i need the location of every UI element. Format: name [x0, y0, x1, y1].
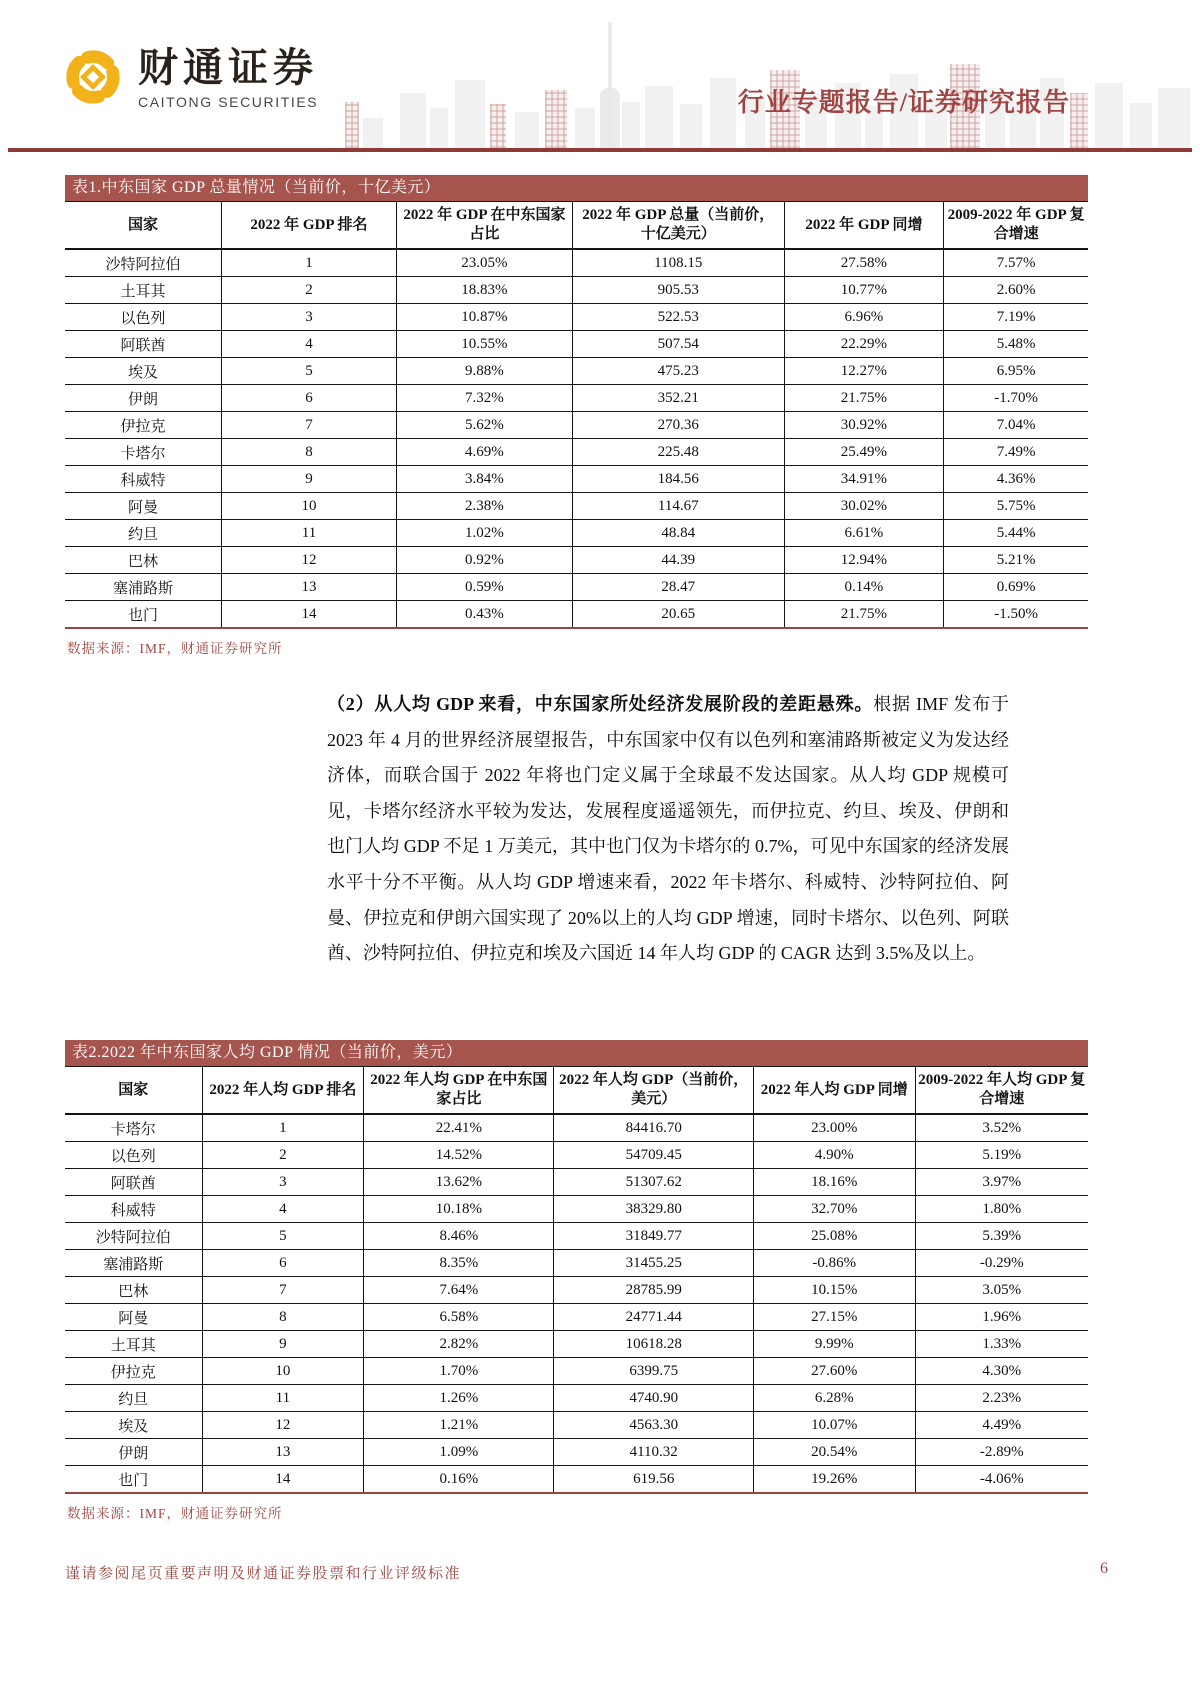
table1-cell-r6-c5: 7.04% [944, 412, 1088, 439]
table2-cell-r12-c0: 伊朗 [65, 1439, 202, 1466]
table2-cell-r5-c3: 31455.25 [554, 1250, 753, 1277]
table1-header-row [65, 202, 1088, 250]
table1-cell-r0-c2: 23.05% [396, 249, 572, 277]
table1-col-header-3: 2022 年 GDP 总量（当前价，十亿美元） [572, 202, 784, 250]
table2-cell-r1-c5: 5.19% [915, 1142, 1088, 1169]
table2-cell-r3-c2: 10.18% [364, 1196, 554, 1223]
table1-cell-r1-c3: 905.53 [572, 277, 784, 304]
table-row [65, 1412, 1088, 1439]
table1-cell-r4-c5: 6.95% [944, 358, 1088, 385]
table2-cell-r2-c3: 51307.62 [554, 1169, 753, 1196]
table2-cell-r4-c3: 31849.77 [554, 1223, 753, 1250]
table1-cell-r2-c5: 7.19% [944, 304, 1088, 331]
skyline-building [710, 78, 736, 148]
table1-cell-r5-c5: -1.70% [944, 385, 1088, 412]
table1-cell-r11-c2: 0.92% [396, 547, 572, 574]
table1-cell-r13-c3: 20.65 [572, 601, 784, 629]
table2-cell-r1-c2: 14.52% [364, 1142, 554, 1169]
table2-cell-r13-c4: 19.26% [753, 1466, 915, 1494]
table1-title: 表1.中东国家 GDP 总量情况（当前价，十亿美元） [65, 175, 1088, 201]
skyline-building [430, 108, 448, 148]
table-row [65, 439, 1088, 466]
table1-cell-r12-c5: 0.69% [944, 574, 1088, 601]
table1-cell-r10-c3: 48.84 [572, 520, 784, 547]
table2-cell-r10-c4: 6.28% [753, 1385, 915, 1412]
table1-cell-r5-c2: 7.32% [396, 385, 572, 412]
table1-cell-r12-c2: 0.59% [396, 574, 572, 601]
table1-cell-r7-c0: 卡塔尔 [65, 439, 222, 466]
table1-cell-r7-c1: 8 [222, 439, 397, 466]
table2-cell-r1-c0: 以色列 [65, 1142, 202, 1169]
table2-grid [65, 1066, 1088, 1494]
table-row [65, 1358, 1088, 1385]
table2-title: 表2.2022 年中东国家人均 GDP 情况（当前价，美元） [65, 1040, 1088, 1066]
table1-cell-r8-c3: 184.56 [572, 466, 784, 493]
table2-cell-r0-c5: 3.52% [915, 1114, 1088, 1142]
table1-cell-r4-c1: 5 [222, 358, 397, 385]
table1-cell-r9-c2: 2.38% [396, 493, 572, 520]
table2-cell-r7-c3: 24771.44 [554, 1304, 753, 1331]
table2-cell-r2-c1: 3 [202, 1169, 364, 1196]
table2-cell-r13-c3: 619.56 [554, 1466, 753, 1494]
table1-cell-r13-c5: -1.50% [944, 601, 1088, 629]
table1-cell-r8-c0: 科威特 [65, 466, 222, 493]
table1-cell-r12-c3: 28.47 [572, 574, 784, 601]
table1-cell-r13-c2: 0.43% [396, 601, 572, 629]
table1-cell-r8-c4: 34.91% [784, 466, 944, 493]
table2-cell-r10-c5: 2.23% [915, 1385, 1088, 1412]
table2-cell-r3-c1: 4 [202, 1196, 364, 1223]
table1-cell-r5-c0: 伊朗 [65, 385, 222, 412]
skyline-building [645, 86, 673, 148]
table1-cell-r6-c4: 30.92% [784, 412, 944, 439]
table1-cell-r9-c4: 30.02% [784, 493, 944, 520]
table2-cell-r10-c3: 4740.90 [554, 1385, 753, 1412]
table2-cell-r2-c4: 18.16% [753, 1169, 915, 1196]
table1-cell-r6-c3: 270.36 [572, 412, 784, 439]
paragraph-body-text: 根据 IMF 发布于 2023 年 4 月的世界经济展望报告，中东国家中仅有以色列和塞浦路斯被定义为发达经济体，而联合国于 2022 年将也门定义属于全球最不发达国家。从人均 GDP 规模可见，卡塔尔经济水平较为发达，发展程度遥遥领先，而伊拉克、约旦、埃及、伊朗和也门人均 GDP 不足 1 万美元，其中也门仅为卡塔尔的 0.7%，可见中东国家的经济发展水平十分不平衡。从人均 GDP 增速来看，2022 年卡塔尔、科威特、沙特阿拉伯、阿曼、伊拉克和伊朗六国实现了 20%以上的人均 GDP 增速，同时卡塔尔、以色列、阿联酋、沙特阿拉伯、伊拉克和埃及六国近 14 年人均 GDP 的 CAGR 达到 3.5%及以上。 [327, 694, 1009, 964]
table1-cell-r9-c1: 10 [222, 493, 397, 520]
footer-disclaimer: 谨请参阅尾页重要声明及财通证券股票和行业评级标准 [65, 1566, 462, 1582]
table1-cell-r2-c2: 10.87% [396, 304, 572, 331]
table2-cell-r13-c5: -4.06% [915, 1466, 1088, 1494]
table2-source-note: 数据来源：IMF，财通证券研究所 [67, 1506, 283, 1521]
table1-cell-r0-c4: 27.58% [784, 249, 944, 277]
table1-cell-r7-c5: 7.49% [944, 439, 1088, 466]
table2-cell-r2-c2: 13.62% [364, 1169, 554, 1196]
table1-cell-r2-c3: 522.53 [572, 304, 784, 331]
table2-cell-r9-c4: 27.60% [753, 1358, 915, 1385]
table2-cell-r8-c4: 9.99% [753, 1331, 915, 1358]
table-row [65, 466, 1088, 493]
table-row [65, 1114, 1088, 1142]
table1-cell-r4-c3: 475.23 [572, 358, 784, 385]
table-row [65, 358, 1088, 385]
table2-cell-r3-c5: 1.80% [915, 1196, 1088, 1223]
skyline-building [490, 104, 506, 148]
table2-cell-r9-c3: 6399.75 [554, 1358, 753, 1385]
table2-cell-r12-c1: 13 [202, 1439, 364, 1466]
table2-cell-r1-c1: 2 [202, 1142, 364, 1169]
table2-cell-r3-c3: 38329.80 [554, 1196, 753, 1223]
table1-cell-r0-c5: 7.57% [944, 249, 1088, 277]
skyline-building [1095, 83, 1123, 148]
table2-cell-r2-c0: 阿联酋 [65, 1169, 202, 1196]
table2-col-header-1: 2022 年人均 GDP 排名 [202, 1067, 364, 1115]
table2-cell-r5-c2: 8.35% [364, 1250, 554, 1277]
table1-cell-r1-c4: 10.77% [784, 277, 944, 304]
table2-cell-r1-c4: 4.90% [753, 1142, 915, 1169]
table2-cell-r0-c1: 1 [202, 1114, 364, 1142]
table2-cell-r4-c4: 25.08% [753, 1223, 915, 1250]
table2-cell-r11-c1: 12 [202, 1412, 364, 1439]
table1-cell-r11-c4: 12.94% [784, 547, 944, 574]
pearl-tower-body [600, 88, 620, 148]
table-row [65, 412, 1088, 439]
table2-cell-r12-c5: -2.89% [915, 1439, 1088, 1466]
table-row [65, 1169, 1088, 1196]
table-row [65, 601, 1088, 629]
table2-cell-r10-c2: 1.26% [364, 1385, 554, 1412]
table2-cell-r5-c5: -0.29% [915, 1250, 1088, 1277]
table2-cell-r9-c1: 10 [202, 1358, 364, 1385]
table1-cell-r7-c2: 4.69% [396, 439, 572, 466]
table1-cell-r3-c0: 阿联酋 [65, 331, 222, 358]
table-row [65, 1385, 1088, 1412]
paragraph-lead-bold: （2）从人均 GDP 来看，中东国家所处经济发展阶段的差距悬殊。 [327, 694, 874, 714]
table1-cell-r7-c4: 25.49% [784, 439, 944, 466]
table2-cell-r7-c2: 6.58% [364, 1304, 554, 1331]
table1-col-header-4: 2022 年 GDP 同增 [784, 202, 944, 250]
skyline-building [575, 108, 595, 148]
table1-cell-r11-c5: 5.21% [944, 547, 1088, 574]
table1-cell-r9-c5: 5.75% [944, 493, 1088, 520]
table2-cell-r0-c3: 84416.70 [554, 1114, 753, 1142]
table1-cell-r13-c0: 也门 [65, 601, 222, 629]
skyline-building [400, 93, 426, 148]
table2-cell-r2-c5: 3.97% [915, 1169, 1088, 1196]
table-row [65, 1466, 1088, 1494]
table2-cell-r5-c0: 塞浦路斯 [65, 1250, 202, 1277]
table2-cell-r13-c2: 0.16% [364, 1466, 554, 1494]
table2-container [65, 1066, 1088, 1494]
table-row [65, 249, 1088, 277]
table2-col-header-4: 2022 年人均 GDP 同增 [753, 1067, 915, 1115]
table2-cell-r5-c4: -0.86% [753, 1250, 915, 1277]
table2-cell-r9-c0: 伊拉克 [65, 1358, 202, 1385]
table-row [65, 331, 1088, 358]
table2-cell-r11-c4: 10.07% [753, 1412, 915, 1439]
table2-cell-r8-c1: 9 [202, 1331, 364, 1358]
table1-cell-r10-c5: 5.44% [944, 520, 1088, 547]
table2-cell-r7-c4: 27.15% [753, 1304, 915, 1331]
table1-cell-r4-c4: 12.27% [784, 358, 944, 385]
table2-cell-r8-c5: 1.33% [915, 1331, 1088, 1358]
skyline-building [1158, 88, 1190, 148]
table-row [65, 304, 1088, 331]
table1-cell-r0-c0: 沙特阿拉伯 [65, 249, 222, 277]
table2-cell-r12-c4: 20.54% [753, 1439, 915, 1466]
body-paragraph [327, 687, 1009, 972]
table1-cell-r3-c5: 5.48% [944, 331, 1088, 358]
table-row [65, 574, 1088, 601]
table-row [65, 1223, 1088, 1250]
table2-col-header-3: 2022 年人均 GDP（当前价，美元） [554, 1067, 753, 1115]
skyline-building [515, 112, 539, 148]
table1-cell-r13-c4: 21.75% [784, 601, 944, 629]
skyline-building [345, 102, 359, 148]
table1-cell-r1-c5: 2.60% [944, 277, 1088, 304]
brand-name-cn: 财通证券 [138, 45, 318, 90]
table2-cell-r6-c4: 10.15% [753, 1277, 915, 1304]
table1-col-header-0: 国家 [65, 202, 222, 250]
header-divider-rule [8, 148, 1192, 152]
table1-container [65, 201, 1088, 629]
table1-cell-r6-c2: 5.62% [396, 412, 572, 439]
table1-cell-r7-c3: 225.48 [572, 439, 784, 466]
table2-cell-r10-c0: 约旦 [65, 1385, 202, 1412]
table2-cell-r0-c0: 卡塔尔 [65, 1114, 202, 1142]
table1-cell-r3-c4: 22.29% [784, 331, 944, 358]
skyline-building [1070, 93, 1088, 148]
table1-cell-r3-c3: 507.54 [572, 331, 784, 358]
skyline-building [363, 118, 383, 148]
table2-cell-r13-c1: 14 [202, 1466, 364, 1494]
table1-cell-r5-c1: 6 [222, 385, 397, 412]
table-row [65, 385, 1088, 412]
table1-grid [65, 201, 1088, 629]
table1-cell-r1-c2: 18.83% [396, 277, 572, 304]
table1-cell-r10-c2: 1.02% [396, 520, 572, 547]
table1-cell-r10-c4: 6.61% [784, 520, 944, 547]
table1-cell-r4-c2: 9.88% [396, 358, 572, 385]
footer-page-number: 6 [1100, 1560, 1108, 1577]
table-row [65, 547, 1088, 574]
table-row [65, 1142, 1088, 1169]
table-row [65, 493, 1088, 520]
table1-cell-r9-c3: 114.67 [572, 493, 784, 520]
table1-cell-r3-c2: 10.55% [396, 331, 572, 358]
table2-cell-r4-c0: 沙特阿拉伯 [65, 1223, 202, 1250]
table1-cell-r0-c3: 1108.15 [572, 249, 784, 277]
table-row [65, 1250, 1088, 1277]
table1-cell-r2-c0: 以色列 [65, 304, 222, 331]
table1-cell-r6-c0: 伊拉克 [65, 412, 222, 439]
table2-cell-r3-c0: 科威特 [65, 1196, 202, 1223]
table2-cell-r11-c0: 埃及 [65, 1412, 202, 1439]
table1-cell-r5-c4: 21.75% [784, 385, 944, 412]
table2-cell-r7-c1: 8 [202, 1304, 364, 1331]
table2-cell-r7-c5: 1.96% [915, 1304, 1088, 1331]
table1-col-header-2: 2022 年 GDP 在中东国家占比 [396, 202, 572, 250]
table2-header-row [65, 1067, 1088, 1115]
table2-cell-r11-c3: 4563.30 [554, 1412, 753, 1439]
table2-cell-r11-c2: 1.21% [364, 1412, 554, 1439]
table1-cell-r11-c3: 44.39 [572, 547, 784, 574]
table2-cell-r0-c4: 23.00% [753, 1114, 915, 1142]
table1-cell-r11-c0: 巴林 [65, 547, 222, 574]
table1-cell-r2-c1: 3 [222, 304, 397, 331]
table1-cell-r13-c1: 14 [222, 601, 397, 629]
skyline-building [1130, 103, 1152, 148]
table2-cell-r12-c3: 4110.32 [554, 1439, 753, 1466]
table2-cell-r6-c1: 7 [202, 1277, 364, 1304]
table1-cell-r12-c1: 13 [222, 574, 397, 601]
table2-cell-r13-c0: 也门 [65, 1466, 202, 1494]
gdp-total-table-section [65, 175, 1088, 657]
table-row [65, 1304, 1088, 1331]
table2-cell-r9-c5: 4.30% [915, 1358, 1088, 1385]
table2-cell-r12-c2: 1.09% [364, 1439, 554, 1466]
report-type-label: 行业专题报告/证券研究报告 [737, 88, 1070, 117]
table1-cell-r1-c1: 2 [222, 277, 397, 304]
table2-cell-r4-c5: 5.39% [915, 1223, 1088, 1250]
table1-cell-r8-c1: 9 [222, 466, 397, 493]
table1-cell-r5-c3: 352.21 [572, 385, 784, 412]
table1-cell-r3-c1: 4 [222, 331, 397, 358]
table2-cell-r3-c4: 32.70% [753, 1196, 915, 1223]
table2-cell-r4-c2: 8.46% [364, 1223, 554, 1250]
table1-cell-r1-c0: 土耳其 [65, 277, 222, 304]
table2-cell-r8-c2: 2.82% [364, 1331, 554, 1358]
table-row [65, 277, 1088, 304]
table2-cell-r4-c1: 5 [202, 1223, 364, 1250]
table1-cell-r8-c2: 3.84% [396, 466, 572, 493]
table2-cell-r6-c5: 3.05% [915, 1277, 1088, 1304]
table2-cell-r9-c2: 1.70% [364, 1358, 554, 1385]
table2-cell-r11-c5: 4.49% [915, 1412, 1088, 1439]
table-row [65, 1277, 1088, 1304]
table1-cell-r4-c0: 埃及 [65, 358, 222, 385]
table2-cell-r1-c3: 54709.45 [554, 1142, 753, 1169]
table1-cell-r12-c0: 塞浦路斯 [65, 574, 222, 601]
table2-cell-r0-c2: 22.41% [364, 1114, 554, 1142]
table2-cell-r6-c3: 28785.99 [554, 1277, 753, 1304]
table1-cell-r10-c0: 约旦 [65, 520, 222, 547]
brand-name-en: CAITONG SECURITIES [138, 94, 319, 110]
table-row [65, 1331, 1088, 1358]
gdp-per-capita-table-section [65, 1040, 1088, 1522]
table2-cell-r6-c2: 7.64% [364, 1277, 554, 1304]
table2-cell-r8-c3: 10618.28 [554, 1331, 753, 1358]
caitong-coin-icon [62, 46, 124, 108]
table1-cell-r12-c4: 0.14% [784, 574, 944, 601]
table1-col-header-5: 2009-2022 年 GDP 复合增速 [944, 202, 1088, 250]
table1-cell-r2-c4: 6.96% [784, 304, 944, 331]
table1-cell-r6-c1: 7 [222, 412, 397, 439]
table2-cell-r8-c0: 土耳其 [65, 1331, 202, 1358]
table1-cell-r0-c1: 1 [222, 249, 397, 277]
table1-cell-r10-c1: 11 [222, 520, 397, 547]
table2-cell-r10-c1: 11 [202, 1385, 364, 1412]
table1-col-header-1: 2022 年 GDP 排名 [222, 202, 397, 250]
table1-source-note: 数据来源：IMF，财通证券研究所 [67, 641, 283, 656]
table2-col-header-5: 2009-2022 年人均 GDP 复合增速 [915, 1067, 1088, 1115]
table2-cell-r7-c0: 阿曼 [65, 1304, 202, 1331]
table-row [65, 1196, 1088, 1223]
table2-col-header-2: 2022 年人均 GDP 在中东国家占比 [364, 1067, 554, 1115]
table2-cell-r6-c0: 巴林 [65, 1277, 202, 1304]
skyline-building [680, 104, 702, 148]
header-logo [62, 46, 318, 111]
table1-cell-r8-c5: 4.36% [944, 466, 1088, 493]
skyline-building [545, 90, 567, 148]
table2-cell-r5-c1: 6 [202, 1250, 364, 1277]
skyline-building [455, 80, 485, 148]
skyline-building [622, 102, 640, 148]
table-row [65, 1439, 1088, 1466]
table1-cell-r11-c1: 12 [222, 547, 397, 574]
table2-col-header-0: 国家 [65, 1067, 202, 1115]
table1-cell-r9-c0: 阿曼 [65, 493, 222, 520]
table-row [65, 520, 1088, 547]
